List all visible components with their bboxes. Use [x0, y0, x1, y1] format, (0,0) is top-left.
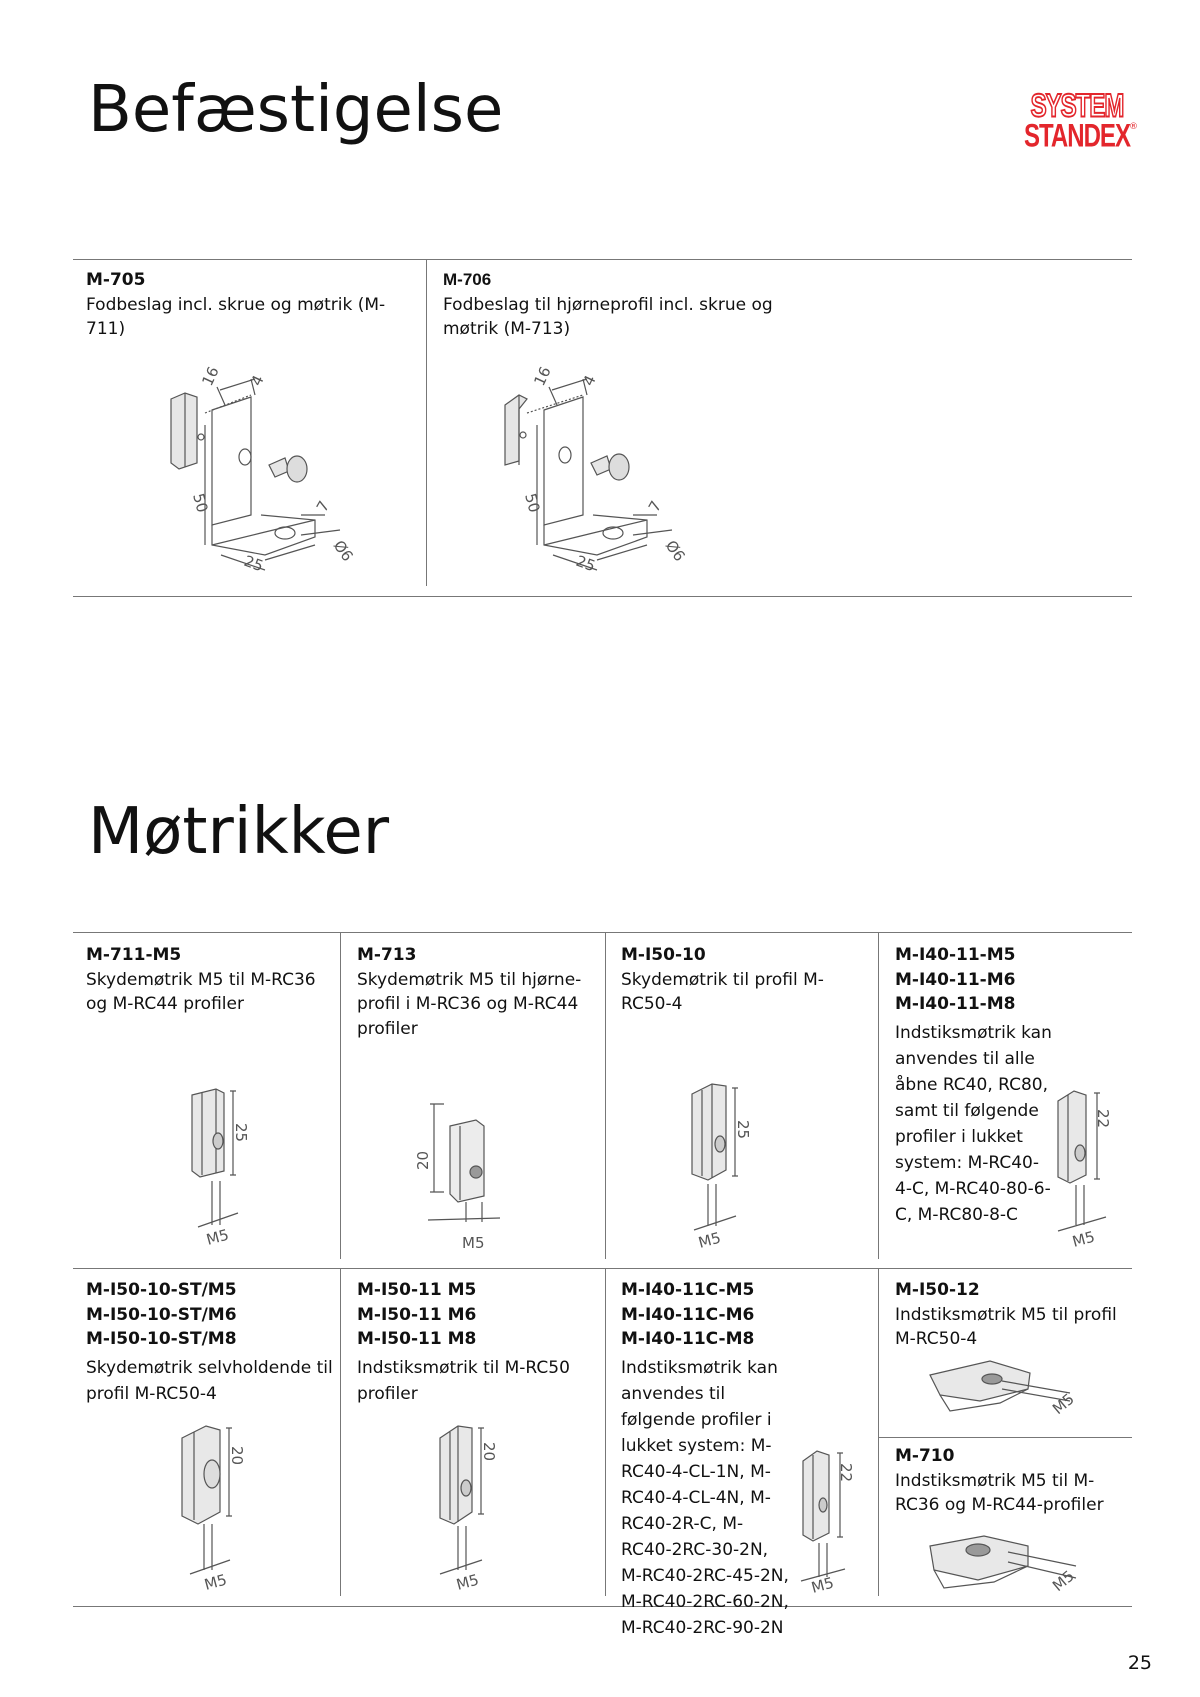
- dim-label: 25: [232, 1123, 250, 1143]
- dim-label: 16: [530, 363, 555, 389]
- dim-label: 4: [579, 372, 600, 389]
- insert-nut-drawing: [1050, 1085, 1150, 1255]
- section-title-fastening: Befæstigelse: [88, 73, 504, 147]
- product-code: M-I40-11-M5: [895, 945, 1016, 965]
- insert-nut-closed-drawing: [795, 1445, 875, 1595]
- dim-label: M5: [1049, 1389, 1078, 1419]
- dim-label: 20: [480, 1442, 498, 1462]
- logo-line-2: STANDEX: [1024, 118, 1130, 155]
- product-code: M-I40-11C-M8: [621, 1329, 755, 1349]
- column-divider: [878, 933, 879, 1259]
- product-description: Indstiksmøtrik M5 til profil M-RC50-4: [895, 1304, 1117, 1349]
- product-code: M-I50-11 M5: [357, 1280, 477, 1300]
- insert-nut-m-i50-12-drawing: [920, 1355, 1100, 1430]
- product-code: M-I50-10: [621, 945, 706, 965]
- dim-label: 25: [734, 1120, 752, 1140]
- dim-label: 50: [189, 491, 212, 515]
- dim-label: M5: [454, 1570, 481, 1594]
- corner-foot-bracket-drawing: [497, 363, 697, 576]
- dim-label: 7: [644, 497, 666, 515]
- product-description: Skydemøtrik M5 til M-RC36 og M-RC44 profiler: [86, 969, 316, 1014]
- table-rule: [879, 1437, 1132, 1438]
- dim-label: M5: [202, 1570, 229, 1594]
- dim-label: 20: [228, 1446, 246, 1466]
- dim-label: 20: [414, 1150, 432, 1170]
- dim-label: Ø6: [661, 536, 689, 565]
- product-description: Skydemøtrik M5 til hjørne-profil i M-RC36 og M-RC44 profiler: [357, 969, 582, 1039]
- product-description: Skydemøtrik selvholdende til profil M-RC50-4: [86, 1357, 333, 1404]
- column-divider: [605, 1269, 606, 1596]
- table-rule: [73, 596, 1132, 597]
- table-rule: [73, 1606, 1132, 1607]
- insert-nut-m-710-drawing: [920, 1530, 1105, 1600]
- product-cell: [86, 943, 336, 1017]
- product-cell: [895, 1444, 1135, 1518]
- insert-nut-rc50-drawing: [428, 1420, 528, 1595]
- product-cell: [357, 1278, 597, 1407]
- product-code: M-I50-10-ST/M5: [86, 1280, 237, 1300]
- product-code: M-I40-11-M6: [895, 969, 1016, 990]
- product-cell: [86, 268, 421, 342]
- product-description: Indstiksmøtrik kan anvendes til alle åbne RC40, RC80, samt til følgende profiler i lukket system: M-RC40-4-C, M-RC40-80-6-C, M-RC80-8-C: [895, 1022, 1052, 1225]
- sliding-nut-corner-drawing: [414, 1090, 540, 1255]
- dim-label: 4: [247, 372, 268, 389]
- dim-label: M5: [696, 1228, 723, 1252]
- dim-label: M5: [809, 1573, 836, 1597]
- page-number: 25: [1127, 1652, 1152, 1674]
- product-cell: [86, 1278, 336, 1407]
- product-code: M-I40-11C-M5: [621, 1280, 755, 1300]
- product-description: Indstiksmøtrik til M-RC50 profiler: [357, 1357, 570, 1404]
- product-code: M-I40-11-M8: [895, 994, 1016, 1014]
- product-code: M-711-M5: [86, 945, 182, 965]
- product-cell: [621, 1278, 791, 1641]
- product-code: M-I50-10-ST/M8: [86, 1329, 237, 1349]
- sliding-nut-rc50-drawing: [678, 1080, 778, 1255]
- product-description: Fodbeslag incl. skrue og møtrik (M-711): [86, 294, 386, 339]
- product-cell: [895, 943, 1055, 1228]
- dim-label: M5: [1070, 1227, 1097, 1251]
- dim-label: 22: [837, 1463, 855, 1483]
- sliding-nut-drawing: [180, 1085, 280, 1255]
- product-description: Indstiksmøtrik kan anvendes til følgende profiler i lukket system: M-RC40-4-CL-1N, M-RC40-4-CL-4N, M-RC40-2R-C, M-RC40-2RC-30-2N, M-RC40-2RC-45-2N, M-RC40-2RC-60-2N, M-RC40-2RC-90-2N: [621, 1357, 789, 1638]
- product-code: M-I50-10-ST/M6: [86, 1304, 237, 1325]
- product-code: M-705: [86, 270, 146, 290]
- product-description: Skydemøtrik til profil M-RC50-4: [621, 969, 824, 1014]
- table-rule: [73, 1268, 1132, 1269]
- self-holding-nut-drawing: [170, 1420, 280, 1595]
- dim-label: M5: [204, 1225, 231, 1249]
- product-code: M-710: [895, 1446, 955, 1466]
- dim-label: 7: [312, 497, 334, 515]
- column-divider: [340, 933, 341, 1259]
- product-code: M-713: [357, 945, 417, 965]
- column-divider: [878, 1269, 879, 1596]
- product-description: Fodbeslag til hjørneprofil incl. skrue og møtrik (M-713): [443, 294, 773, 339]
- table-rule: [73, 259, 1132, 260]
- product-code: M-706: [443, 270, 492, 289]
- section-title-nuts: Møtrikker: [88, 795, 390, 869]
- dim-label: 50: [521, 491, 544, 515]
- dim-label: 16: [198, 363, 223, 389]
- product-code: M-I50-11 M8: [357, 1329, 477, 1349]
- dim-label: M5: [1049, 1566, 1078, 1596]
- column-divider: [605, 933, 606, 1259]
- dim-label: 25: [241, 551, 266, 576]
- system-standex-logo: [1022, 88, 1138, 155]
- product-cell: [357, 943, 597, 1041]
- product-description: Indstiksmøtrik M5 til M-RC36 og M-RC44-profiler: [895, 1470, 1104, 1515]
- dim-label: 22: [1094, 1109, 1112, 1129]
- column-divider: [426, 260, 427, 586]
- dim-label: Ø6: [329, 536, 357, 565]
- product-code: M-I50-11 M6: [357, 1304, 477, 1325]
- dim-label: 25: [573, 551, 598, 576]
- logo-line-1: SYSTEM: [1030, 88, 1124, 125]
- dim-label: M5: [462, 1234, 485, 1252]
- product-code: M-I50-12: [895, 1280, 980, 1300]
- table-rule: [73, 932, 1132, 933]
- product-code: M-I40-11C-M6: [621, 1304, 755, 1325]
- logo-registered-mark: ®: [1129, 122, 1138, 132]
- product-cell: [621, 943, 871, 1017]
- product-cell: [443, 268, 773, 342]
- column-divider: [340, 1269, 341, 1596]
- product-cell: [895, 1278, 1135, 1352]
- foot-bracket-drawing: [165, 363, 365, 576]
